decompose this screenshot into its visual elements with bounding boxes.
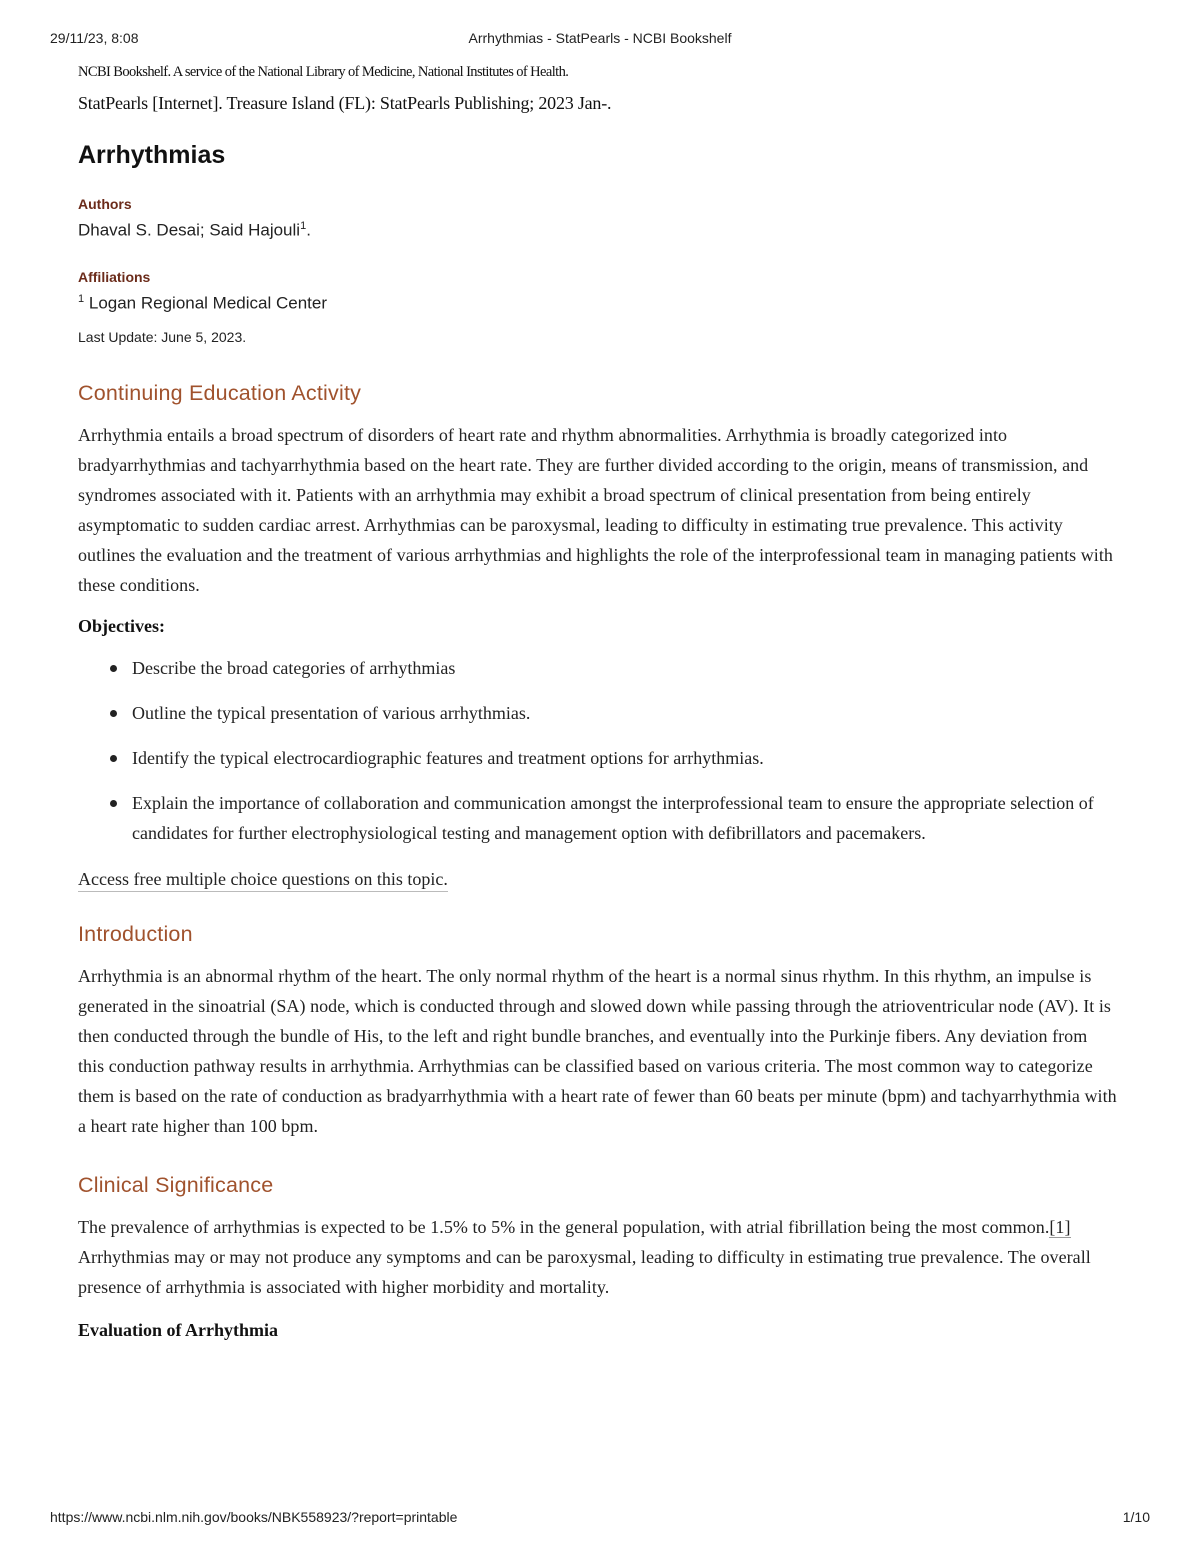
reference-link[interactable]: [1] — [1049, 1217, 1071, 1238]
print-page-title: Arrhythmias - StatPearls - NCBI Bookshelf — [468, 30, 732, 46]
affiliation-marker: 1 — [78, 292, 85, 305]
print-header — [0, 0, 1200, 60]
continuing-education-heading: Continuing Education Activity — [78, 381, 362, 406]
objectives-list — [78, 653, 1118, 848]
page-number: 1/10 — [1122, 1509, 1150, 1525]
affiliation-name: Logan Regional Medical Center — [88, 293, 328, 313]
print-date: 29/11/23, 8:08 — [50, 30, 139, 46]
authors-line: Dhaval S. Desai; Said Hajouli$^1$. — [78, 220, 311, 240]
page-title: Arrhythmias — [78, 141, 226, 169]
last-update: Last Update: June 5, 2023. — [78, 329, 247, 346]
citation: StatPearls [Internet]. Treasure Island (FL): StatPearls Publishing; 2023 Jan-. — [78, 93, 612, 113]
affiliations-label: Affiliations — [78, 268, 151, 285]
author-names[interactable]: Dhaval S. Desai; Said Hajouli — [78, 220, 301, 240]
continuing-education-paragraph: Arrhythmia entails a broad spectrum of disorders of heart rate and rhythm abnormalities. Arrhythmia is broadly categorized into bradyarrhythmias and tachyarrhythmia based on the heart rate. They are further divided according to the origin, means of transmission, and syndromes associated with it. Patients with an arrhythmia may exhibit a broad spectrum of clinical presentation from being entirely asymptomatic to sudden cardiac arrest. Arrhythmias can be paroxysmal, leading to difficulty in estimating true prevalence. This activity outlines the evaluation and the treatment of various arrhythmias and highlights the role of the interprofessional team in managing patients with these conditions. — [78, 425, 1113, 596]
list-item: Explain the importance of collaboration and communication amongst the interprofessional team to ensure the appropriate selection of candidates for further electrophysiological testing and management option with defibrillators and pacemakers. — [132, 788, 1118, 848]
mcq-link[interactable]: Access free multiple choice questions on this topic. — [78, 867, 448, 892]
clinical-significance-paragraph: The prevalence of arrhythmias is expected to be 1.5% to 5% in the general population, with atrial fibrillation being the most common.[1] Arrhythmias may or may not produce any symptoms and can be paroxysmal, leading to difficulty in estimating true prevalence. The overall presence of arrhythmia is associated with higher morbidity and mortality. — [78, 1217, 1091, 1298]
authors-label: Authors — [78, 196, 132, 212]
objectives-heading: Objectives: — [78, 616, 165, 637]
bookshelf-note: NCBI Bookshelf. A service of the National Library of Medicine, National Institutes of Health. — [78, 64, 569, 80]
print-url: https://www.ncbi.nlm.nih.gov/books/NBK558923/?report=printable — [50, 1509, 458, 1525]
introduction-paragraph: Arrhythmia is an abnormal rhythm of the heart. The only normal rhythm of the heart is a normal sinus rhythm. In this rhythm, an impulse is generated in the sinoatrial (SA) node, which is conducted through and slowed down while passing through the atrioventricular node (AV). It is then conducted through the bundle of His, to the left and right bundle branches, and eventually into the Purkinje fibers. Any deviation from this conduction pathway results in arrhythmia. Arrhythmias can be classified based on various criteria. The most common way to categorize them is based on the rate of conduction as bradyarrhythmia with a heart rate of fewer than 60 beats per minute (bpm) and tachyarrhythmia with a heart rate higher than 100 bpm. — [78, 966, 1117, 1137]
evaluation-subheading: Evaluation of Arrhythmia — [78, 1320, 279, 1341]
list-item: Identify the typical electrocardiographic features and treatment options for arrhythmias. — [132, 743, 1118, 773]
list-item: Describe the broad categories of arrhythmias — [132, 653, 1118, 683]
list-item: Outline the typical presentation of various arrhythmias. — [132, 698, 1118, 728]
print-footer — [0, 1505, 1200, 1535]
clinical-significance-heading: Clinical Significance — [78, 1173, 274, 1198]
affiliation-line — [78, 293, 1118, 314]
article-content — [78, 64, 1118, 1341]
introduction-heading: Introduction — [78, 922, 193, 947]
author-affiliation-marker: 1 — [300, 220, 307, 232]
